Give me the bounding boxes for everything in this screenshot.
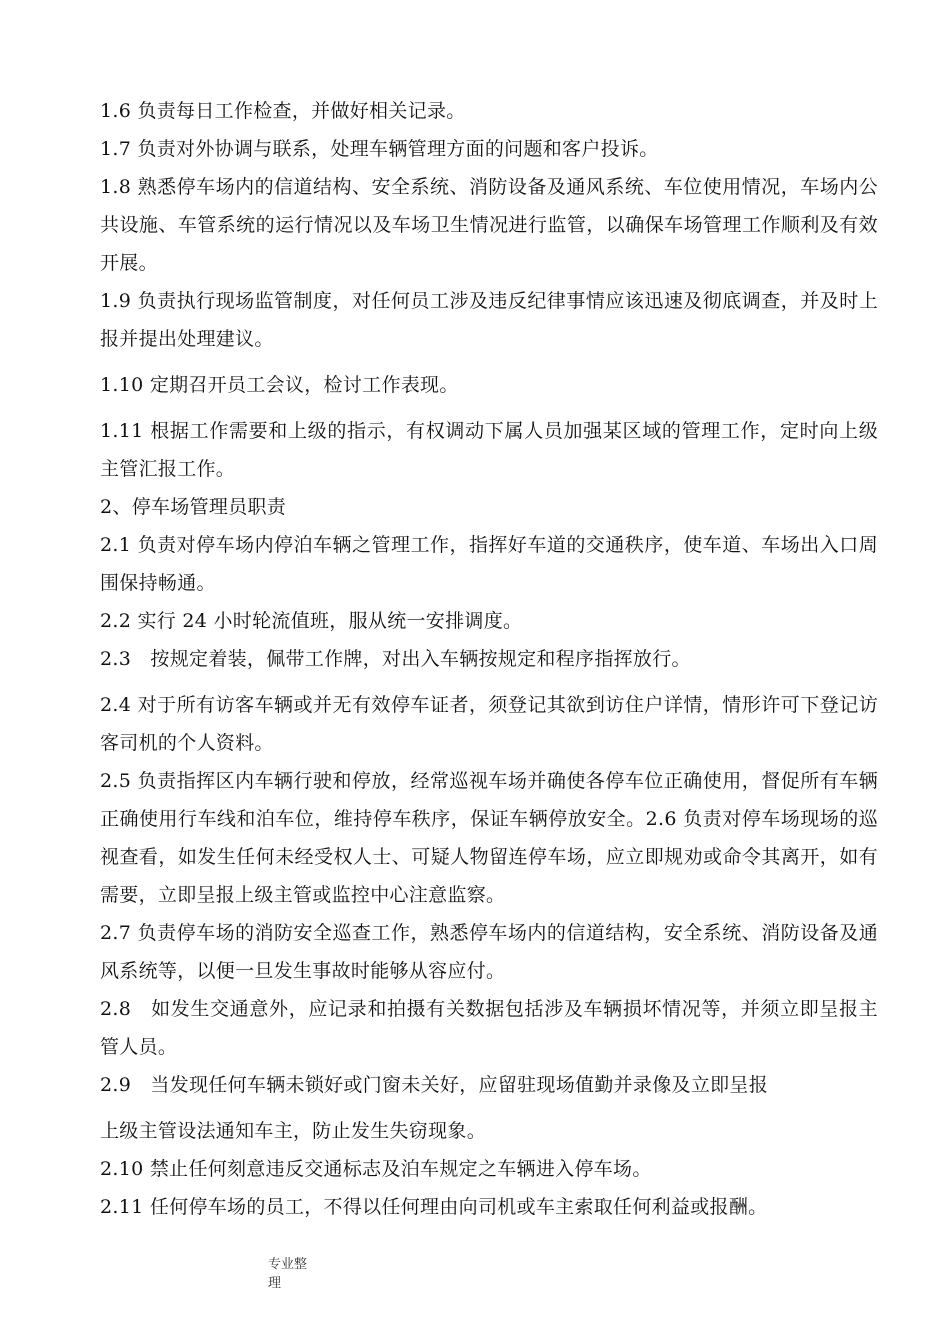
paragraph-2-8: 2.8 如发生交通意外，应记录和拍摄有关数据包括涉及车辆损坏情况等，并须立即呈报主管人员。: [100, 998, 878, 1058]
section-heading-2: 2、停车场管理员职责: [100, 496, 287, 518]
paragraph-1-8: 1.8 熟悉停车场内的信道结构、安全系统、消防设备及通风系统、车位使用情况，车场内公共设施、车管系统的运行情况以及车场卫生情况进行监管，以确保车场管理工作顺利及有效开展。: [100, 176, 878, 274]
paragraph-1-11: 1.11 根据工作需要和上级的指示，有权调动下属人员加强某区域的管理工作，定时向上级主管汇报工作。: [100, 420, 878, 480]
paragraph-1-7: 1.7 负责对外协调与联系，处理车辆管理方面的问题和客户投诉。: [100, 138, 659, 160]
paragraph-1-10: 1.10 定期召开员工会议，检讨工作表现。: [100, 374, 459, 396]
paragraph-2-4: 2.4 对于所有访客车辆或并无有效停车证者，须登记其欲到访住户详情，情形许可下登记访客司机的个人资料。: [100, 694, 878, 754]
paragraph-2-9: 2.9 当发现任何车辆未锁好或门窗未关好，应留驻现场值勤并录像及立即呈报: [100, 1074, 769, 1096]
paragraph-2-10: 2.10 禁止任何刻意违反交通标志及泊车规定之车辆进入停车场。: [100, 1158, 652, 1180]
paragraph-2-2: 2.2 实行 24 小时轮流值班，服从统一安排调度。: [100, 610, 523, 632]
paragraph-1-6: 1.6 负责每日工作检查，并做好相关记录。: [100, 100, 466, 122]
paragraph-2-11: 2.11 任何停车场的员工，不得以任何理由向司机或车主索取任何利益或报酬。: [100, 1196, 768, 1218]
paragraph-2-9-continued: 上级主管设法通知车主，防止发生失窃现象。: [100, 1120, 487, 1142]
paragraph-1-9: 1.9 负责执行现场监管制度，对任何员工涉及违反纪律事情应该迅速及彻底调查，并及时上报并提出处理建议。: [100, 290, 878, 350]
paragraph-2-5: 2.5 负责指挥区内车辆行驶和停放，经常巡视车场并确使各停车位正确使用，督促所有车辆正确使用行车线和泊车位，维持停车秩序，保证车辆停放安全。2.6 负责对停车场现场的巡视查看，如发生任何未经受权人士、可疑人物留连停车场，应立即规劝或命令其离开，如有需要，立即呈报上级主管或监控中心注意监察。: [100, 770, 878, 906]
footer-note: 专业整理: [268, 1257, 308, 1291]
paragraph-2-7: 2.7 负责停车场的消防安全巡查工作，熟悉停车场内的信道结构，安全系统、消防设备及通风系统等，以便一旦发生事故时能够从容应付。: [100, 922, 878, 982]
document-body: [100, 92, 878, 1226]
paragraph-2-1: 2.1 负责对停车场内停泊车辆之管理工作，指挥好车道的交通秩序，使车道、车场出入口周围保持畅通。: [100, 534, 878, 594]
paragraph-2-3: 2.3 按规定着装，佩带工作牌，对出入车辆按规定和程序指挥放行。: [100, 648, 691, 670]
